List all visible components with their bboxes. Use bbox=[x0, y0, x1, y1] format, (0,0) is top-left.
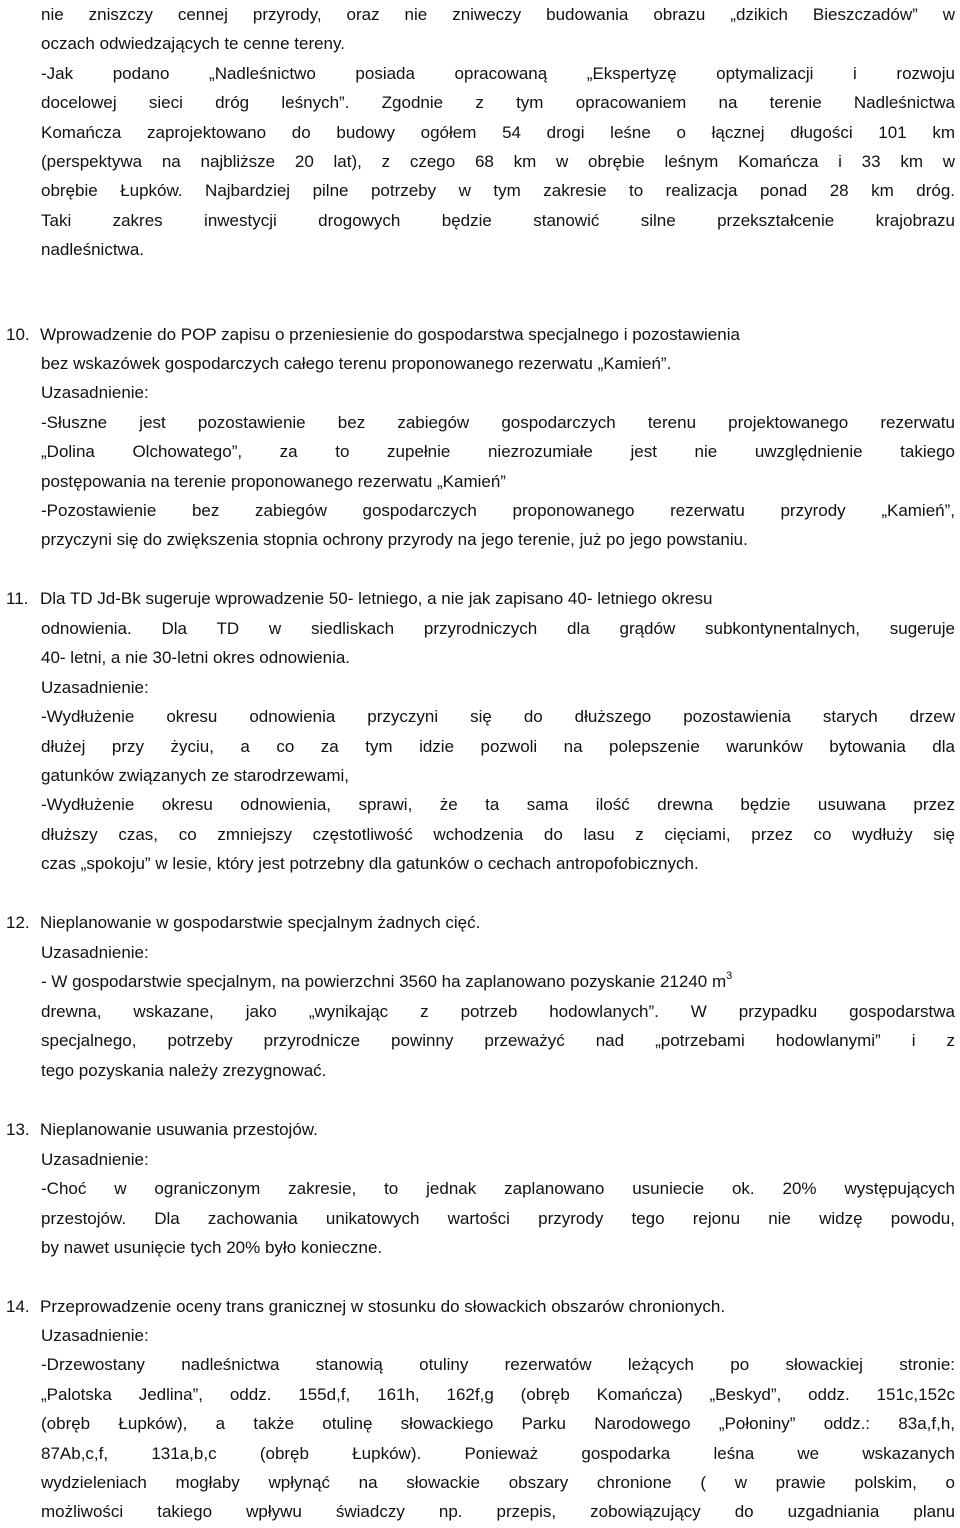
item-14-heading bbox=[6, 1292, 956, 1321]
item-number: 10. bbox=[6, 325, 30, 344]
text-line: (perspektywa na najbliższe 20 lat), z czego 68 km w obrębie leśnym Komańcza i 33 km w bbox=[41, 151, 955, 171]
text-line: dłuższy czas, co zmniejszy częstotliwość wchodzenia do lasu z cięciami, przez co wydłuży się bbox=[41, 824, 955, 844]
item-heading: Nieplanowanie w gospodarstwie specjalnym żadnych cięć. bbox=[40, 913, 481, 932]
text-segment: - W gospodarstwie specjalnym, na powierzchni 3560 ha zaplanowano pozyskanie 21240 m bbox=[41, 972, 727, 992]
text-line: oczach odwiedzających te cenne tereny. bbox=[41, 34, 345, 54]
text-line: -Jak podano „Nadleśnictwo posiada opracowaną „Ekspertyzę optymalizacji i rozwoju bbox=[41, 63, 955, 83]
text-line: nadleśnictwa. bbox=[41, 240, 145, 260]
text-line: -Drzewostany nadleśnictwa stanowią otuliny rezerwatów leżących po słowackiej stronie: bbox=[41, 1355, 955, 1375]
item-11-body bbox=[41, 614, 955, 879]
text-line: -Wydłużenie okresu odnowienia przyczyni się do dłuższego pozostawienia starych drzew bbox=[41, 707, 955, 727]
text-line: -Choć w ograniczonym zakresie, to jednak zaplanowano usuniecie ok. 20% występujących bbox=[41, 1179, 955, 1199]
text-line: przyczyni się do zwiększenia stopnia ochrony przyrody na jego terenie, już po jego powstaniu. bbox=[41, 530, 748, 550]
item-12-body bbox=[41, 938, 955, 1085]
text-line: przestojów. Dla zachowania unikatowych wartości przyrody tego rejonu nie widzę powodu, bbox=[41, 1208, 955, 1228]
text-line: docelowej sieci dróg leśnych”. Zgodnie z tym opracowaniem na terenie Nadleśnictwa bbox=[41, 93, 955, 113]
justification-label: Uzasadnienie: bbox=[41, 943, 149, 962]
text-line: Taki zakres inwestycji drogowych będzie stanowić silne przekształcenie krajobrazu bbox=[41, 210, 955, 230]
text-line: by nawet usunięcie tych 20% było konieczne. bbox=[41, 1238, 383, 1258]
text-line: -Wydłużenie okresu odnowienia, sprawi, że ta sama ilość drewna będzie usuwana przez bbox=[41, 795, 955, 815]
item-13-heading bbox=[6, 1115, 956, 1144]
text-line: Komańcza zaprojektowano do budowy ogółem 54 drogi leśne o łącznej długości 101 km bbox=[41, 122, 955, 142]
text-line: 87Ab,c,f, 131a,b,c (obręb Łupków). Ponieważ gospodarka leśna we wskazanych bbox=[41, 1443, 955, 1463]
item-number: 13. bbox=[6, 1120, 30, 1139]
justification-label: Uzasadnienie: bbox=[41, 383, 149, 403]
item-heading: Nieplanowanie usuwania przestojów. bbox=[40, 1120, 318, 1139]
item-13-body bbox=[41, 1145, 955, 1263]
superscript: 3 bbox=[726, 970, 733, 983]
text-line: gatunków związanych ze starodrzewami, bbox=[41, 765, 350, 785]
text-line: postępowania na terenie proponowanego rezerwatu „Kamień” bbox=[41, 471, 506, 491]
text-line: nie zniszczy cennej przyrody, oraz nie zniweczy budowania obrazu „dzikich Bieszczadów” w bbox=[41, 5, 955, 24]
text-line: „Palotska Jedlina”, oddz. 155d,f, 161h, 162f,g (obręb Komańcza) „Beskyd”, oddz. 151c,152c bbox=[41, 1384, 955, 1404]
text-line: (obręb Łupków), a także otulinę słowackiego Parku Narodowego „Połoniny” oddz.: 83a,f,h, bbox=[41, 1414, 955, 1434]
justification-label: Uzasadnienie: bbox=[41, 1150, 149, 1169]
justification-label: Uzasadnienie: bbox=[41, 1326, 149, 1345]
text-line-with-superscript bbox=[41, 967, 955, 996]
item-heading: Przeprowadzenie oceny trans granicznej w stosunku do słowackich obszarów chronionych. bbox=[40, 1297, 726, 1316]
top-paragraph bbox=[41, 0, 955, 265]
text-line: -Słuszne jest pozostawienie bez zabiegów gospodarczych terenu projektowanego rezerwatu bbox=[41, 412, 955, 432]
item-number: 14. bbox=[6, 1297, 30, 1316]
text-line: -Pozostawienie bez zabiegów gospodarczych proponowanego rezerwatu przyrody „Kamień”, bbox=[41, 500, 955, 520]
text-line: 40- letni, a nie 30-letni okres odnowienia. bbox=[41, 648, 351, 668]
item-10-heading bbox=[6, 320, 956, 349]
text-line: czas „spokoju” w lesie, który jest potrzebny dla gatunków o cechach antropofobicznych. bbox=[41, 854, 699, 874]
item-number: 11. bbox=[6, 589, 29, 608]
text-line: tego pozyskania należy zrezygnować. bbox=[41, 1060, 327, 1080]
item-heading: Wprowadzenie do POP zapisu o przeniesienie do gospodarstwa specjalnego i pozostawienia bbox=[40, 325, 740, 344]
item-11-heading bbox=[6, 584, 956, 613]
justification-label: Uzasadnienie: bbox=[41, 677, 149, 697]
text-line: obrębie Łupków. Najbardziej pilne potrzeby w tym zakresie to realizacja ponad 28 km dróg. bbox=[41, 181, 955, 201]
text-line: odnowienia. Dla TD w siedliskach przyrodniczych dla grądów subkontynentalnych, sugeruje bbox=[41, 619, 955, 638]
item-number: 12. bbox=[6, 913, 30, 932]
item-14-body bbox=[41, 1321, 955, 1527]
text-line: bez wskazówek gospodarczych całego terenu proponowanego rezerwatu „Kamień”. bbox=[41, 354, 672, 373]
text-line: „Dolina Olchowatego”, za to zupełnie niezrozumiałe jest nie uwzględnienie takiego bbox=[41, 442, 955, 462]
item-heading: Dla TD Jd-Bk sugeruje wprowadzenie 50- letniego, a nie jak zapisano 40- letniego okresu bbox=[40, 589, 713, 608]
text-line: specjalnego, potrzeby przyrodnicze powinny przeważyć nad „potrzebami hodowlanymi” i z bbox=[41, 1031, 955, 1051]
text-line: drewna, wskazane, jako „wynikając z potrzeb hodowlanych”. W przypadku gospodarstwa bbox=[41, 1001, 955, 1021]
text-line: wydzieleniach mogłaby wpłynąć na słowackie obszary chronione ( w prawie polskim, o bbox=[41, 1472, 955, 1492]
text-line: możliwości takiego wpływu świadczy np. przepis, zobowiązujący do uzgadniania planu bbox=[41, 1502, 955, 1522]
item-12-heading bbox=[6, 908, 956, 937]
item-10-body bbox=[41, 349, 955, 555]
text-line: dłużej przy życiu, a co za tym idzie pozwoli na polepszenie warunków bytowania dla bbox=[41, 736, 955, 756]
